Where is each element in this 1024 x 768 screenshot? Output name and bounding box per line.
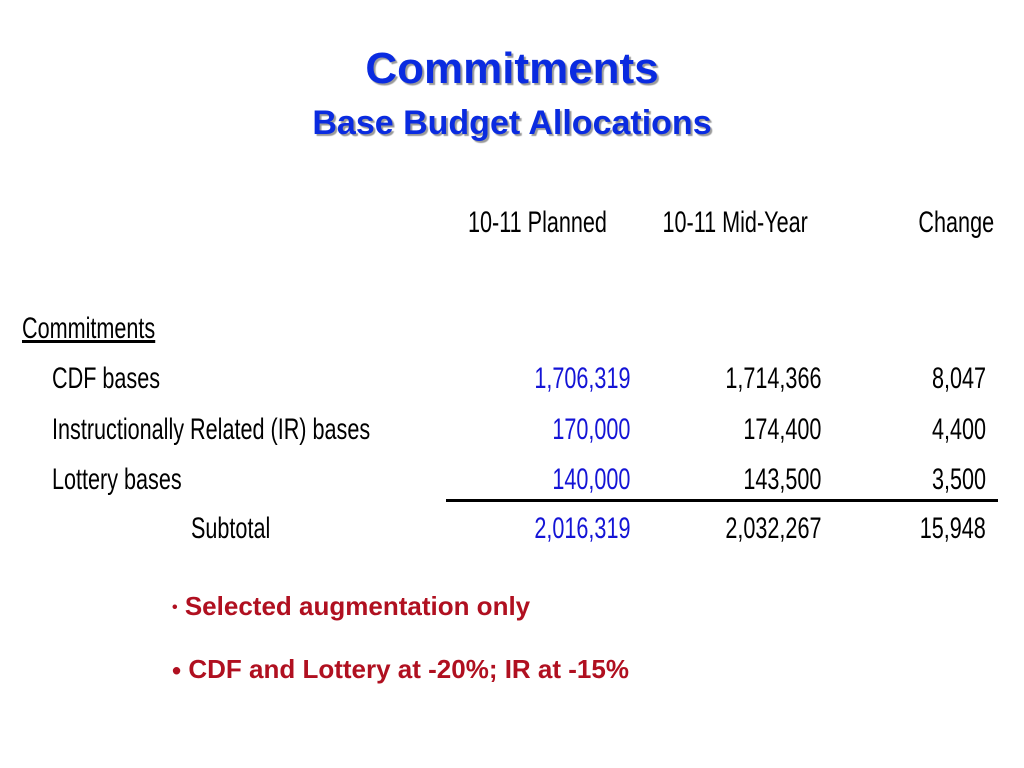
midyear-value: 1,714,366 — [724, 362, 821, 395]
bullet-icon: • — [172, 599, 178, 617]
row-label: Lottery bases — [52, 463, 182, 496]
subtotal-divider — [446, 499, 998, 502]
subtotal-change: 15,948 — [919, 512, 986, 545]
bullet-item — [172, 654, 629, 687]
midyear-value: 143,500 — [742, 463, 821, 496]
bullet-text: CDF and Lottery at -20%; IR at -15% — [188, 654, 629, 684]
subtotal-planned: 2,016,319 — [533, 512, 630, 545]
planned-value: 140,000 — [551, 463, 630, 496]
subtotal-label: Subtotal — [191, 512, 271, 545]
midyear-value: 174,400 — [742, 413, 821, 446]
bullet-text: Selected augmentation only — [184, 591, 531, 621]
subtotal-midyear: 2,032,267 — [724, 512, 821, 545]
column-header-change: Change — [918, 206, 994, 239]
column-header-planned: 10-11 Planned — [468, 206, 607, 239]
change-value: 3,500 — [931, 463, 986, 496]
row-label: Instructionally Related (IR) bases — [52, 413, 371, 446]
section-label: Commitments — [22, 312, 156, 345]
page-subtitle: Base Budget Allocations — [312, 104, 712, 142]
change-value: 4,400 — [931, 413, 986, 446]
planned-value: 1,706,319 — [533, 362, 630, 395]
row-label: CDF bases — [52, 362, 161, 395]
page-title: Commitments — [365, 44, 659, 93]
change-value: 8,047 — [931, 362, 986, 395]
bullet-icon: • — [172, 655, 182, 686]
bullet-item — [172, 591, 530, 622]
planned-value: 170,000 — [551, 413, 630, 446]
column-header-midyear: 10-11 Mid-Year — [662, 206, 808, 239]
